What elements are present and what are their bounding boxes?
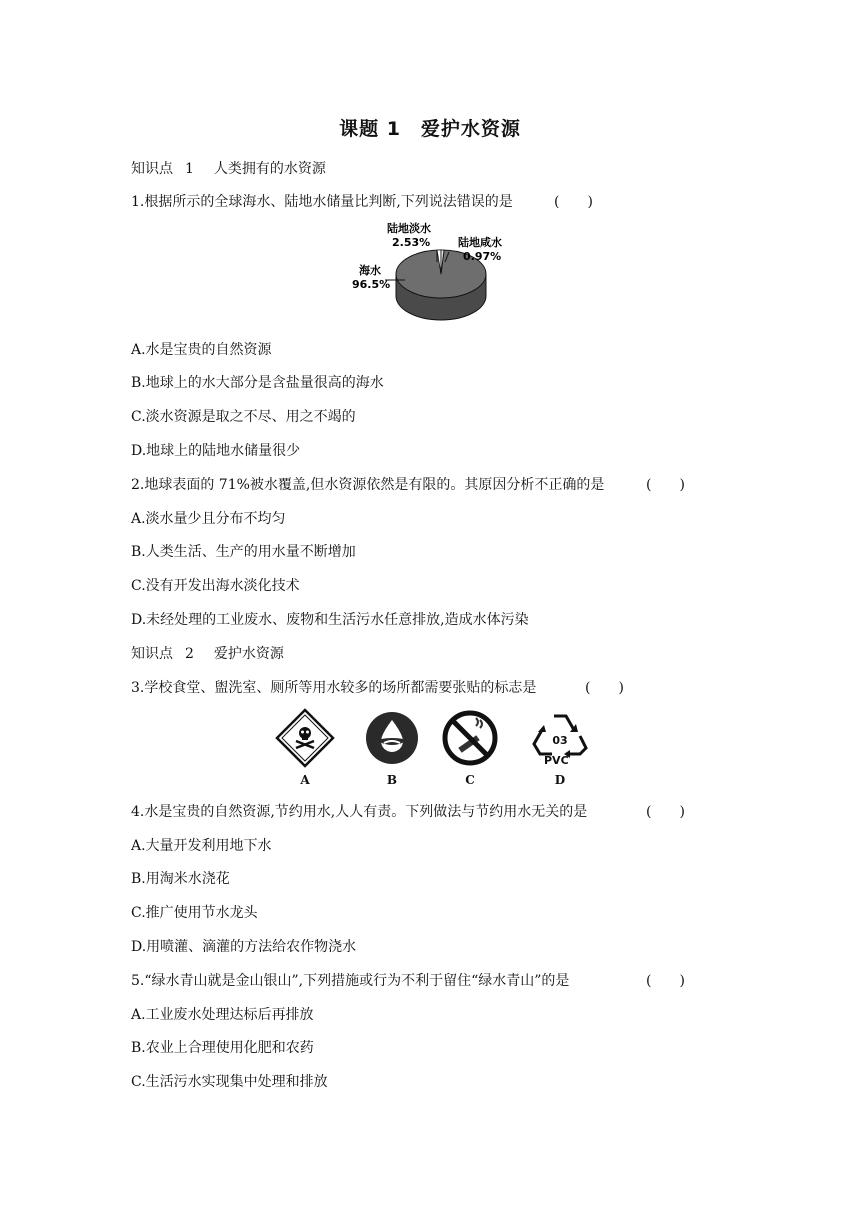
question-5-option-a[interactable]: A.工业废水处理达标后再排放 xyxy=(131,1007,314,1023)
question-2-option-c[interactable]: C.没有开发出海水淡化技术 xyxy=(131,578,300,594)
section-number: 1 xyxy=(185,161,194,177)
question-2-option-a[interactable]: A.淡水量少且分布不均匀 xyxy=(131,511,286,527)
sign-letter-c: C xyxy=(465,773,475,787)
question-3-answer-blank: ( ) xyxy=(585,680,624,696)
water-distribution-pie-chart xyxy=(345,222,525,332)
question-5-option-c[interactable]: C.生活污水实现集中处理和排放 xyxy=(131,1074,328,1090)
sign-letter-a: A xyxy=(300,773,310,787)
label-salt-water-name: 陆地咸水 xyxy=(458,236,502,249)
question-1-option-a[interactable]: A.水是宝贵的自然资源 xyxy=(131,342,272,358)
question-2-option-b[interactable]: B.人类生活、生产的用水量不断增加 xyxy=(131,544,356,560)
water-saving-drop-icon[interactable] xyxy=(362,708,422,768)
question-5-option-b[interactable]: B.农业上合理使用化肥和农药 xyxy=(131,1040,314,1056)
question-3-stem: 3.学校食堂、盥洗室、厕所等用水较多的场所都需要张贴的标志是 xyxy=(131,680,537,696)
question-5-stem: 5.“绿水青山就是金山银山”,下列措施或行为不利于留住“绿水青山”的是 xyxy=(131,973,570,989)
section-number: 2 xyxy=(185,646,194,662)
question-4-option-d[interactable]: D.用喷灌、滴灌的方法给农作物浇水 xyxy=(131,939,357,955)
section-label: 爱护水资源 xyxy=(213,646,284,662)
label-salt-water-pct: 0.97% xyxy=(463,250,502,263)
section-prefix: 知识点 xyxy=(131,646,173,662)
section-heading-1 xyxy=(131,158,326,178)
label-sea-water-pct: 96.5% xyxy=(352,278,391,291)
no-smoking-icon[interactable] xyxy=(440,708,500,768)
question-1-stem: 1.根据所示的全球海水、陆地水储量比判断,下列说法错误的是 xyxy=(131,194,513,210)
sign-letter-d: D xyxy=(554,773,566,787)
section-prefix: 知识点 xyxy=(131,161,173,177)
toxic-skull-diamond-icon[interactable] xyxy=(275,708,335,768)
question-2-answer-blank: ( ) xyxy=(646,477,685,493)
question-4-stem: 4.水是宝贵的自然资源,节约用水,人人有责。下列做法与节约用水无关的是 xyxy=(131,804,588,820)
question-2-option-d[interactable]: D.未经处理的工业废水、废物和生活污水任意排放,造成水体污染 xyxy=(131,612,529,628)
question-1-option-c[interactable]: C.淡水资源是取之不尽、用之不竭的 xyxy=(131,409,356,425)
question-2-stem: 2.地球表面的 71%被水覆盖,但水资源依然是有限的。其原因分析不正确的是 xyxy=(131,477,605,493)
recycling-code: 03 xyxy=(552,734,568,747)
section-heading-2 xyxy=(131,643,284,663)
label-sea-water-name: 海水 xyxy=(359,264,381,277)
question-4-answer-blank: ( ) xyxy=(646,804,685,820)
recycling-material-text: PVC xyxy=(544,754,569,767)
question-1-answer-blank: ( ) xyxy=(554,194,593,210)
label-fresh-water-name: 陆地淡水 xyxy=(387,222,431,235)
question-4-option-c[interactable]: C.推广使用节水龙头 xyxy=(131,905,258,921)
page-title: 课题 1 爱护水资源 xyxy=(339,118,521,140)
section-label: 人类拥有的水资源 xyxy=(213,161,326,177)
question-4-option-b[interactable]: B.用淘米水浇花 xyxy=(131,871,230,887)
question-1-option-b[interactable]: B.地球上的水大部分是含盐量很高的海水 xyxy=(131,375,384,391)
question-1-option-d[interactable]: D.地球上的陆地水储量很少 xyxy=(131,443,301,459)
question-4-option-a[interactable]: A.大量开发利用地下水 xyxy=(131,838,272,854)
question-5-answer-blank: ( ) xyxy=(646,973,685,989)
sign-letter-b: B xyxy=(386,773,398,787)
label-fresh-water-pct: 2.53% xyxy=(392,236,431,249)
